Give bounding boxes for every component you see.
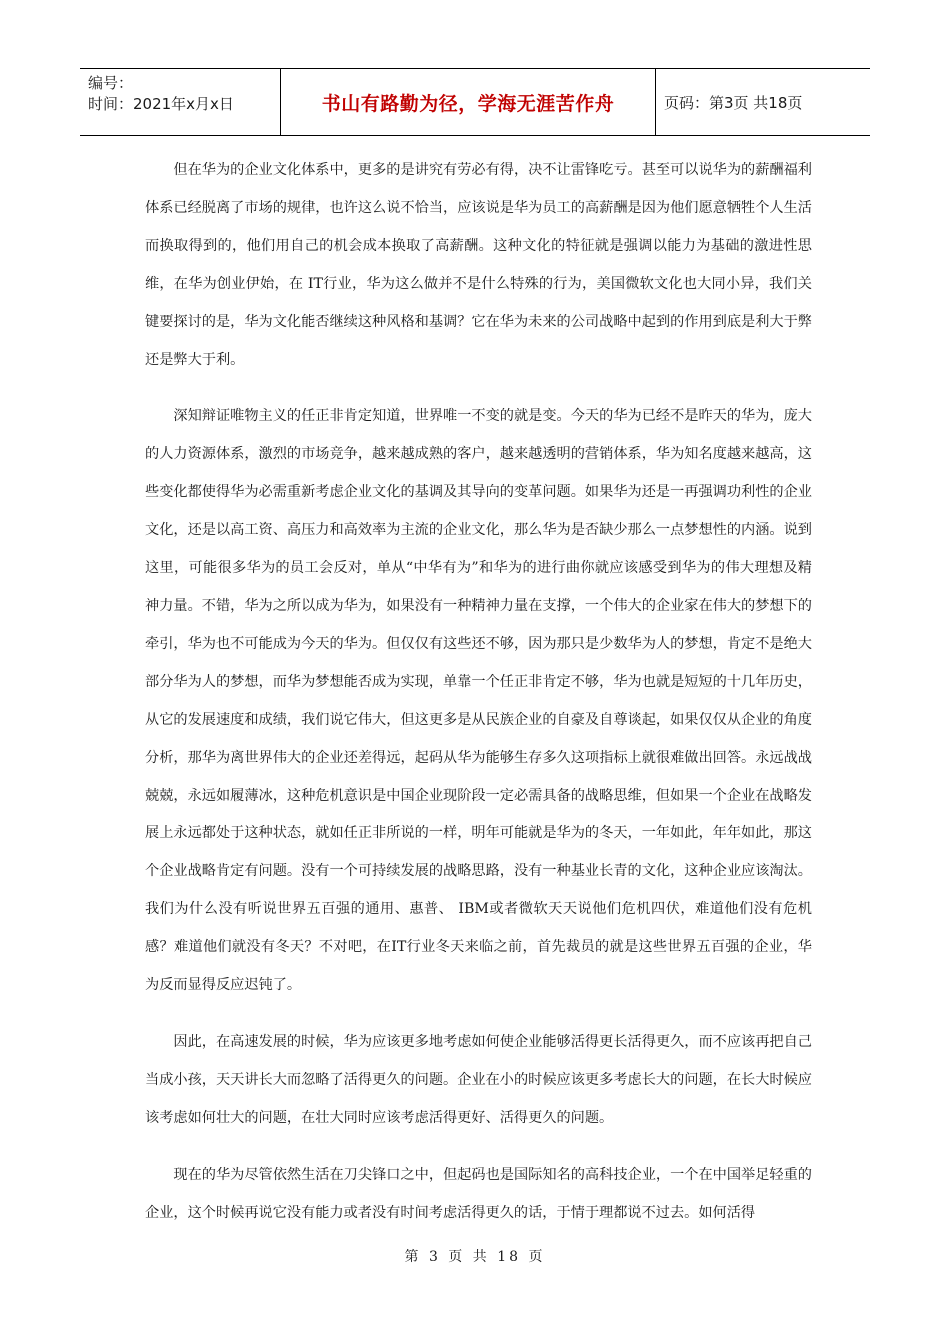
document-body xyxy=(145,152,812,1251)
paragraph-3: 因此，在高速发展的时候，华为应该更多地考虑如何使企业能够活得更长活得更久，而不应该再把自己当成小孩，天天讲长大而忽略了活得更久的问题。企业在小的时候应该更多考虑长大的问题，在长大时候应该考虑如何壮大的问题，在壮大同时应该考虑活得更好、活得更久的问题。 xyxy=(145,1033,812,1126)
paragraph-4: 现在的华为尽管依然生活在刀尖锋口之中，但起码也是国际知名的高科技企业，一个在中国举足轻重的企业，这个时候再说它没有能力或者没有时间考虑活得更久的话，于情于理都说不过去。如何活得 xyxy=(145,1166,812,1221)
paragraph-2: 深知辩证唯物主义的任正非肯定知道，世界唯一不变的就是变。今天的华为已经不是昨天的华为，庞大的人力资源体系，激烈的市场竞争，越来越成熟的客户，越来越透明的营销体系，华为知名度越来越高，这些变化都使得华为必需重新考虑企业文化的基调及其导向的变革问题。如果华为还是一再强调功利性的企业文化，还是以高工资、高压力和高效率为主流的企业文化，那么华为是否缺少那么一点梦想性的内涵。说到这里，可能很多华为的员工会反对，单从“中华有为”和华为的进行曲你就应该感受到华为的伟大理想及精神力量。不错，华为之所以成为华为，如果没有一种精神力量在支撑，一个伟大的企业家在伟大的梦想下的牵引，华为也不可能成为今天的华为。但仅仅有这些还不够，因为那只是少数华为人的梦想，肯定不是绝大部分华为人的梦想，而华为梦想能否成为实现，单靠一个任正非肯定不够，华为也就是短短的十几年历史，从它的发展速度和成绩，我们说它伟大，但这更多是从民族企业的自豪及自尊谈起，如果仅仅从企业的角度分析，那华为离世界伟大的企业还差得远，起码从华为能够生存多久这项指标上就很难做出回答。永远战战兢兢，永远如履薄冰，这种危机意识是中国企业现阶段一定必需具备的战略思维，但如果一个企业在战略发展上永远都处于这种状态，就如任正非所说的一样，明年可能就是华为的冬天，一年如此，年年如此，那这个企业战略肯定有问题。没有一个可持续发展的战略思路，没有一种基业长青的文化，这种企业应该淘汰。我们为什么没有听说世界五百强的通用、惠普、 IBM或者微软天天说他们危机四伏，难道他们没有危机感？难道他们就没有冬天？不对吧，在IT行业冬天来临之前，首先裁员的就是这些世界五百强的企业，华为反而显得反应迟钝了。 xyxy=(145,408,812,994)
header-page-label: 页码：第3页 共18页 xyxy=(664,93,803,112)
page-footer: 第 3 页 共 18 页 xyxy=(404,1249,546,1265)
document-date-label: 时间：2021年x月x日 xyxy=(88,95,234,113)
document-number-label: 编号： xyxy=(88,74,134,92)
header-meta-cell xyxy=(80,69,281,135)
paragraph-1: 但在华为的企业文化体系中，更多的是讲究有劳必有得，决不让雷锋吃亏。甚至可以说华为的薪酬福利体系已经脱离了市场的规律，也许这么说不恰当，应该说是华为员工的高薪酬是因为他们愿意牺牲个人生活而换取得到的，他们用自己的机会成本换取了高薪酬。这种文化的特征就是强调以能力为基础的激进性思维，在华为创业伊始，在 IT行业，华为这么做并不是什么特殊的行为，美国微软文化也大同小异，我们关键要探讨的是，华为文化能否继续这种风格和基调？它在华为未来的公司战略中起到的作用到底是利大于弊还是弊大于利。 xyxy=(145,162,812,368)
header-motto: 书山有路勤为径，学海无涯苦作舟 xyxy=(281,69,656,135)
page-header xyxy=(80,68,870,136)
